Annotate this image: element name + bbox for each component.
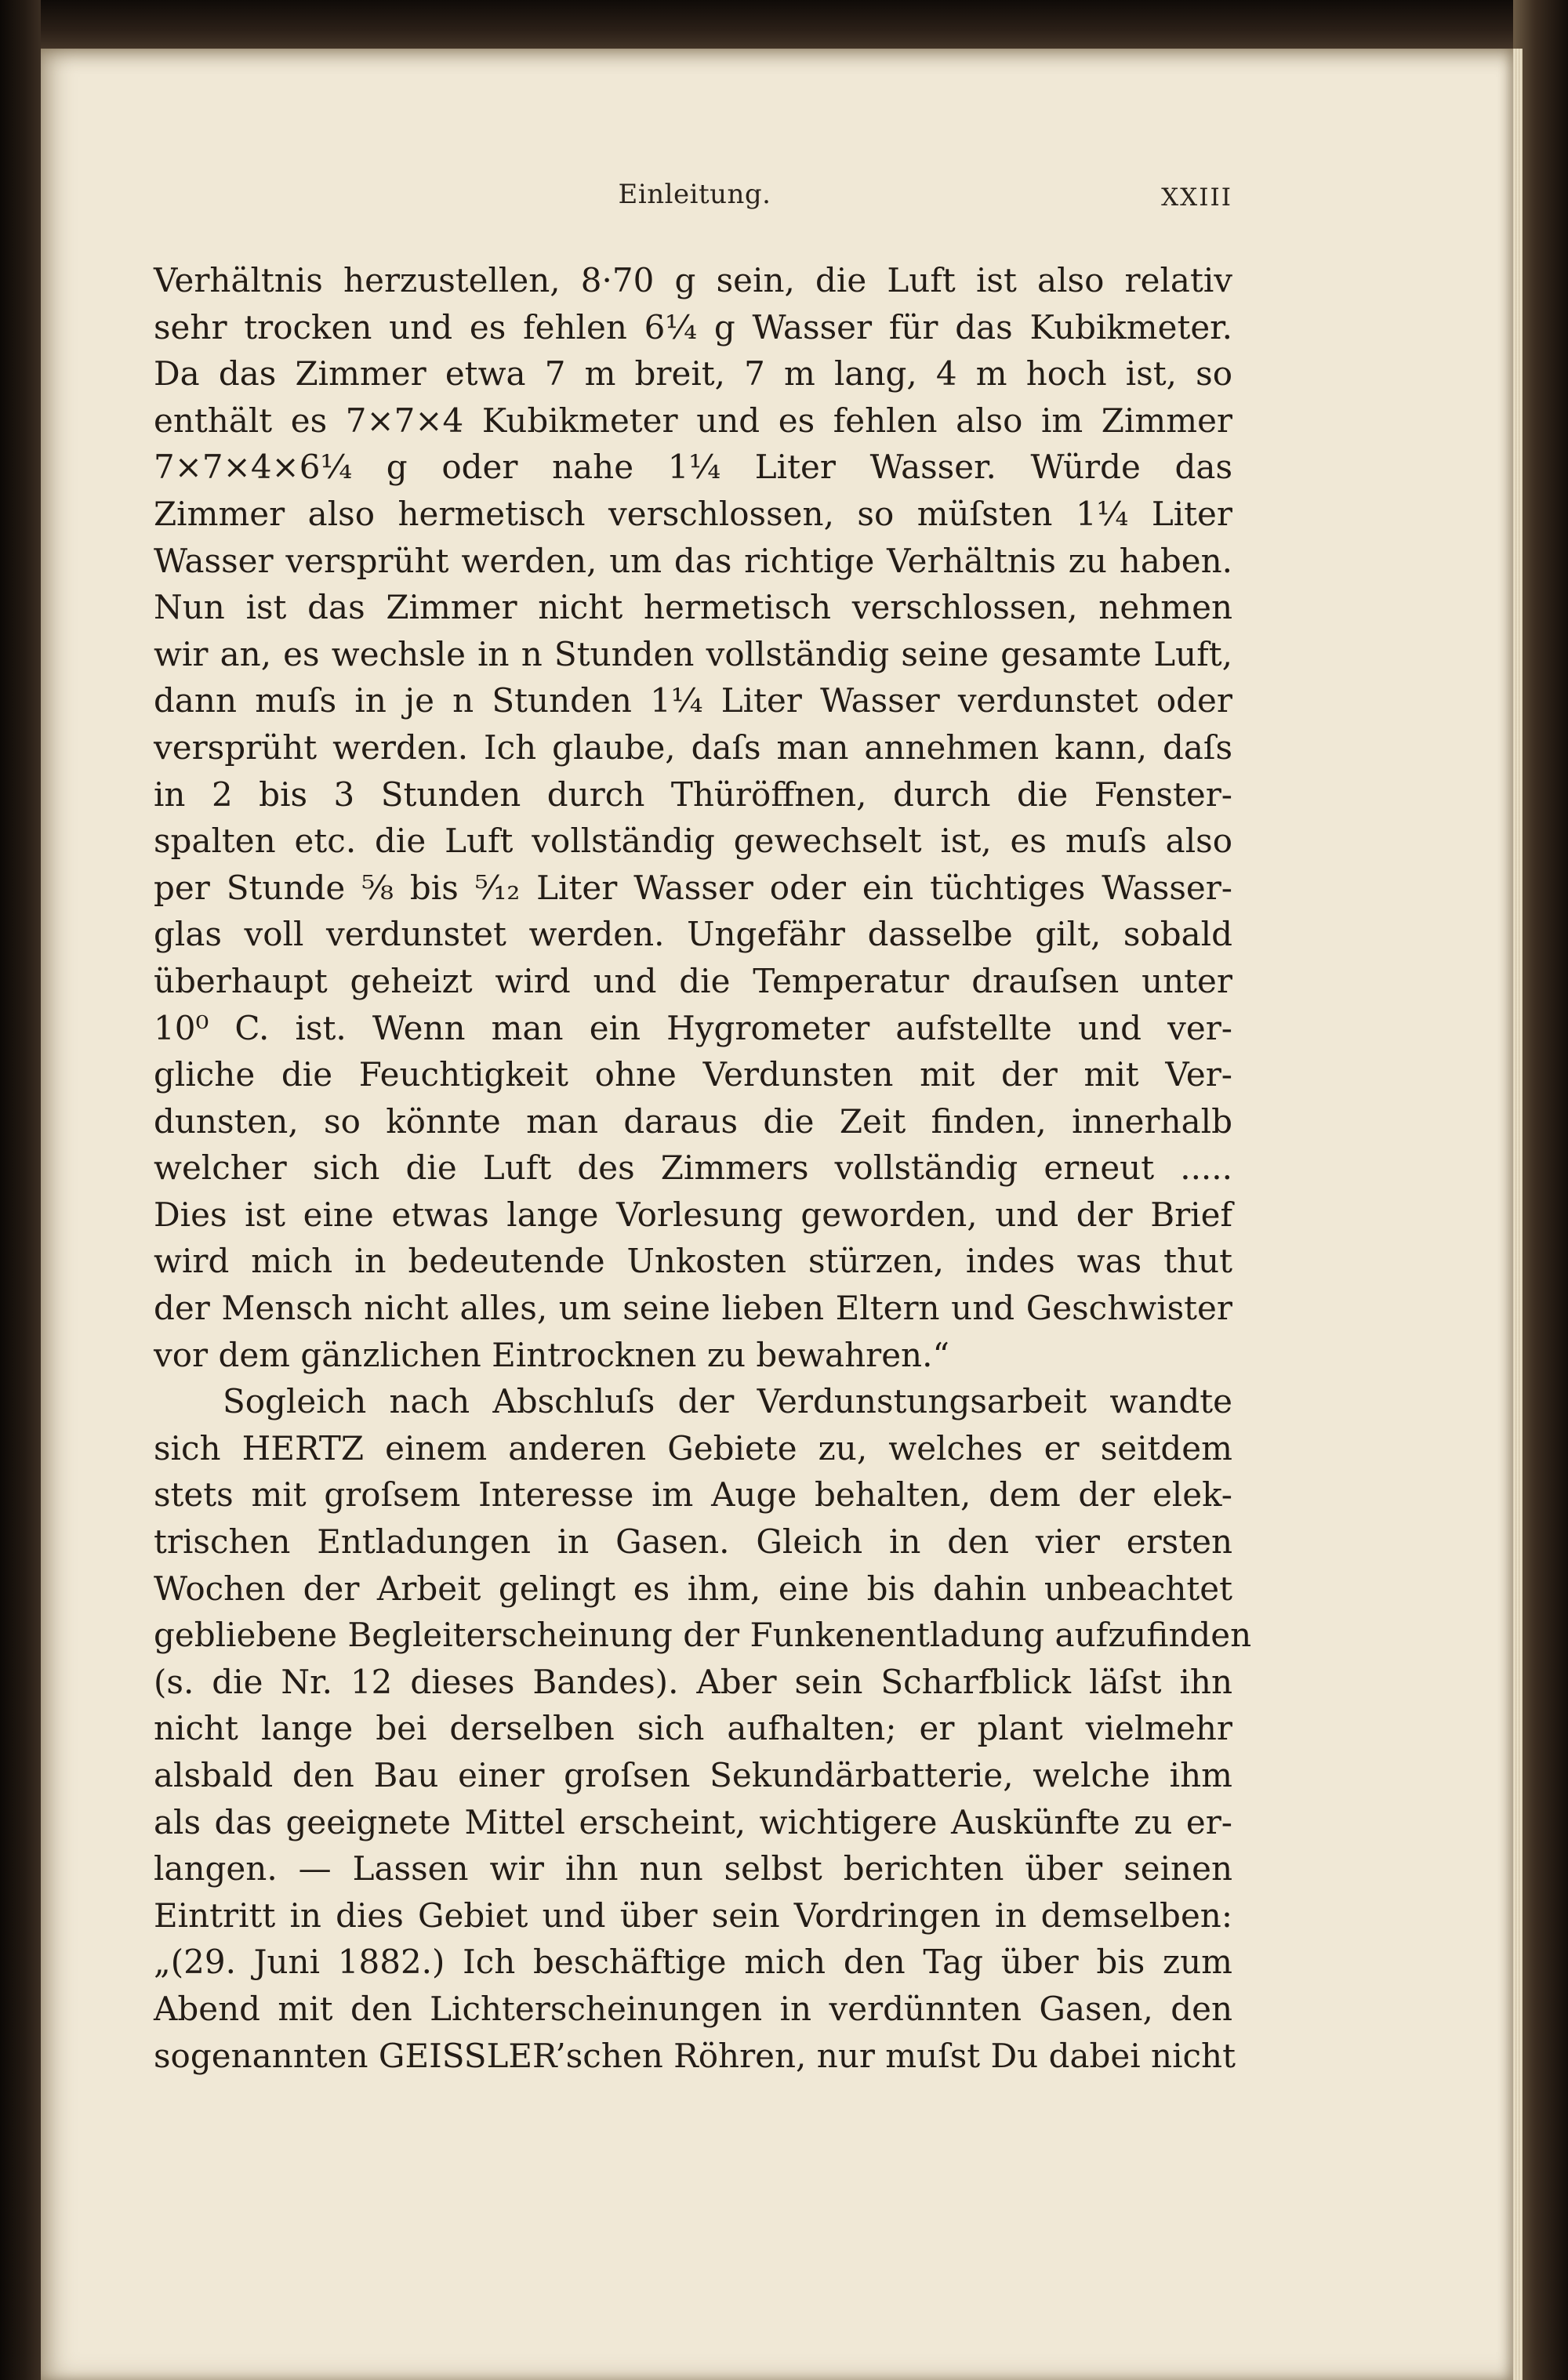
page-edge-stack — [1513, 49, 1523, 2380]
text-line: per Stunde ⅝ bis ⁵⁄₁₂ Liter Wasser oder ein tüchtiges Wasser- — [154, 868, 1232, 907]
text-line: alsbald den Bau einer groſsen Sekundärbatterie, welche ihm — [154, 1756, 1232, 1794]
text-line: nicht lange bei derselben sich aufhalten; er plant vielmehr — [154, 1709, 1232, 1748]
text-line: welcher sich die Luft des Zimmers vollständig erneut ..... — [154, 1148, 1232, 1188]
page-number: XXIII — [1161, 183, 1232, 212]
text-line: wird mich in bedeutende Unkosten stürzen, indes was thut — [154, 1242, 1232, 1281]
text-line: sogenannten GEISSLER’schen Röhren, nur muſst Du dabei nicht — [154, 2036, 1236, 2075]
text-line: Nun ist das Zimmer nicht hermetisch verschlossen, nehmen — [154, 588, 1232, 627]
body-text — [154, 257, 1252, 2079]
text-line: langen. — Lassen wir ihn nun selbst berichten über seinen — [154, 1849, 1232, 1888]
text-line: sich HERTZ einem anderen Gebiete zu, welches er seitdem — [154, 1428, 1232, 1468]
page-header — [157, 179, 1232, 226]
text-line: Dies ist eine etwas lange Vorlesung geworden, und der Brief — [154, 1195, 1232, 1234]
text-line: Da das Zimmer etwa 7 m breit, 7 m lang, 4 m hoch ist, so — [154, 354, 1232, 394]
text-line: spalten etc. die Luft vollständig gewechselt ist, es muſs also — [154, 822, 1232, 861]
book-binding-top — [0, 0, 1568, 55]
text-line-paragraph-start: Sogleich nach Abschluſs der Verdunstungsarbeit wandte — [223, 1382, 1232, 1421]
text-line: versprüht werden. Ich glaube, daſs man annehmen kann, daſs — [154, 727, 1232, 767]
text-line: 7×7×4×6¼ g oder nahe 1¼ Liter Wasser. Würde das — [154, 448, 1232, 487]
text-line: enthält es 7×7×4 Kubikmeter und es fehlen also im Zimmer — [154, 401, 1232, 440]
text-line: Verhältnis herzustellen, 8·70 g sein, die Luft ist also relativ — [154, 261, 1232, 299]
text-line: sehr trocken und es fehlen 6¼ g Wasser für das Kubikmeter. — [154, 307, 1232, 346]
text-line: als das geeignete Mittel erscheint, wichtigere Auskünfte zu er- — [154, 1802, 1232, 1841]
text-line: dann muſs in je n Stunden 1¼ Liter Wasser verdunstet oder — [154, 681, 1232, 720]
text-line: in 2 bis 3 Stunden durch Thüröffnen, durch die Fenster- — [154, 775, 1232, 814]
text-line: der Mensch nicht alles, um seine lieben Eltern und Geschwister — [154, 1289, 1232, 1328]
text-line: glas voll verdunstet werden. Ungefähr dasselbe gilt, sobald — [154, 915, 1232, 954]
text-line: 10⁰ C. ist. Wenn man ein Hygrometer aufstellte und ver- — [154, 1008, 1232, 1047]
text-line: stets mit groſsem Interesse im Auge behalten, dem der elek- — [154, 1475, 1232, 1515]
text-line: Zimmer also hermetisch verschlossen, so müſsten 1¼ Liter — [154, 494, 1232, 533]
text-line: Eintritt in dies Gebiet und über sein Vordringen in demselben: — [154, 1896, 1232, 1935]
book-binding-left — [0, 0, 41, 2380]
text-line: überhaupt geheizt wird und die Temperatur drauſsen unter — [154, 961, 1232, 1000]
text-line: wir an, es wechsle in n Stunden vollständig seine gesamte Luft, — [154, 634, 1232, 673]
text-line: Abend mit den Lichterscheinungen in verdünnten Gasen, den — [154, 1989, 1232, 2028]
text-line: dunsten, so könnte man daraus die Zeit finden, innerhalb — [154, 1101, 1232, 1141]
text-line: (s. die Nr. 12 dieses Bandes). Aber sein Scharfblick läſst ihn — [154, 1662, 1232, 1701]
text-line: gliche die Feuchtigkeit ohne Verdunsten mit der mit Ver- — [154, 1055, 1232, 1094]
text-line: Wochen der Arbeit gelingt es ihm, eine bis dahin unbeachtet — [154, 1569, 1232, 1608]
text-line: trischen Entladungen in Gasen. Gleich in den vier ersten — [154, 1522, 1232, 1562]
running-head: Einleitung. — [618, 179, 771, 210]
text-line: gebliebene Begleiterscheinung der Funkenentladung aufzufinden — [154, 1616, 1252, 1655]
text-line: Wasser versprüht werden, um das richtige Verhältnis zu haben. — [154, 541, 1232, 580]
text-line: „(29. Juni 1882.) Ich beschäftige mich den Tag über bis zum — [154, 1943, 1232, 1982]
text-line-paragraph-end: vor dem gänzlichen Eintrocknen zu bewahren.“ — [154, 1335, 949, 1374]
